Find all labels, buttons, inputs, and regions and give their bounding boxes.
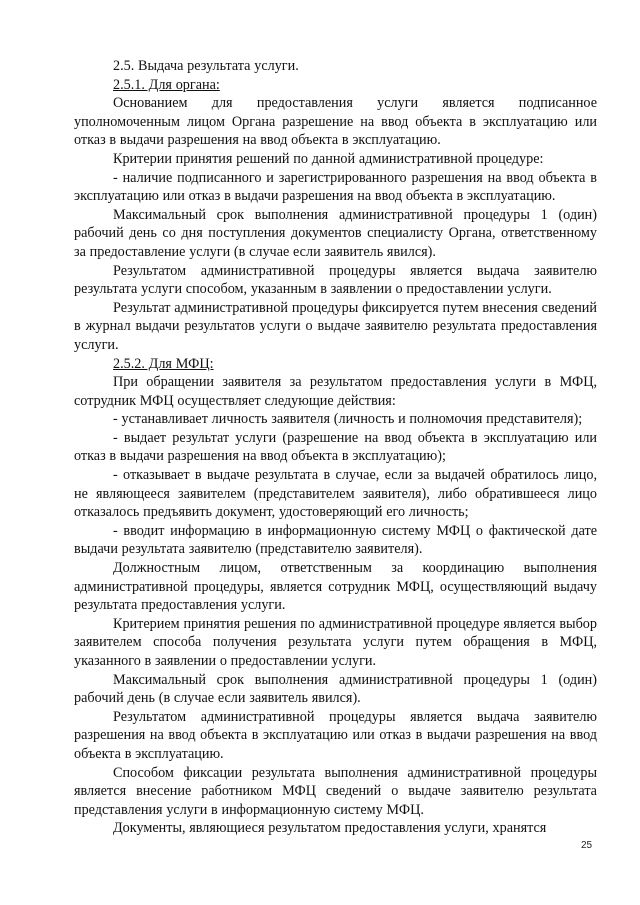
paragraph: Должностным лицом, ответственным за координацию выполнения административной процедуры, является сотрудник МФЦ, осуществляющий выдачу результата предоставления услуги. — [74, 560, 597, 614]
document-body — [74, 57, 597, 838]
paragraph: Критерием принятия решения по административной процедуре является выбор заявителем способа получения результата услуги путем обращения в МФЦ, указанного в заявлении о предоставлении услуги. — [74, 615, 597, 669]
paragraph: Критерии принятия решений по данной административной процедуре: — [113, 150, 544, 167]
list-item: - вводит информацию в информационную систему МФЦ о фактической дате выдачи результата заявителю (представителю заявителя). — [74, 522, 597, 558]
page-number: 25 — [581, 840, 593, 851]
list-item: - отказывает в выдаче результата в случае, если за выдачей обратилось лицо, не являющееся заявителем (представителем заявителя), либо обратившееся лицо отказалось предъявить документ, удостоверяющий его личность; — [74, 467, 597, 521]
paragraph: Основанием для предоставления услуги является подписанное уполномоченным лицом Органа разрешение на ввод объекта в эксплуатацию или отказ в выдачи разрешения на ввод объекта в эксплуатацию. — [74, 95, 597, 149]
paragraph: Документы, являющиеся результатом предоставления услуги, хранятся — [113, 820, 547, 837]
subsection-heading — [74, 76, 597, 95]
paragraph: Результатом административной процедуры является выдача заявителю результата услуги способом, указанным в заявлении о предоставлении услуги. — [74, 262, 597, 298]
paragraph: Результатом административной процедуры является выдача заявителю разрешения на ввод объекта в эксплуатацию или отказ в выдачи разрешения на ввод объекта в эксплуатацию. — [74, 708, 597, 762]
subsection-heading-text: 2.5.2. Для МФЦ: — [113, 355, 214, 372]
subsection-heading-text: 2.5.1. Для органа: — [113, 76, 220, 93]
paragraph: При обращении заявителя за результатом предоставления услуги в МФЦ, сотрудник МФЦ осуществляет следующие действия: — [74, 374, 597, 409]
paragraph: Способом фиксации результата выполнения административной процедуры является внесение работником МФЦ сведений о выдаче заявителю результата представления услуги в информационную систему МФЦ. — [74, 764, 597, 818]
paragraph: Результат административной процедуры фиксируется путем внесения сведений в журнал выдачи результатов услуги о выдаче заявителю результата предоставления услуги. — [74, 299, 597, 353]
paragraph: Максимальный срок выполнения административной процедуры 1 (один) рабочий день (в случае если заявитель явился). — [74, 671, 597, 707]
list-item: - наличие подписанного и зарегистрированного разрешения на ввод объекта в эксплуатацию или отказ в выдачи разрешения на ввод объекта в эксплуатацию. — [74, 169, 597, 205]
list-item: - выдает результат услуги (разрешение на ввод объекта в эксплуатацию или отказ в выдачи разрешения на ввод объекта в эксплуатацию); — [74, 429, 597, 465]
list-item: - устанавливает личность заявителя (личность и полномочия представителя); — [113, 411, 583, 428]
section-heading: 2.5. Выдача результата услуги. — [113, 58, 299, 74]
paragraph: Максимальный срок выполнения административной процедуры 1 (один) рабочий день со дня поступления документов специалисту Органа, ответственному за предоставление услуги (в случае если заявитель явился). — [74, 206, 597, 260]
subsection-heading — [74, 355, 597, 374]
